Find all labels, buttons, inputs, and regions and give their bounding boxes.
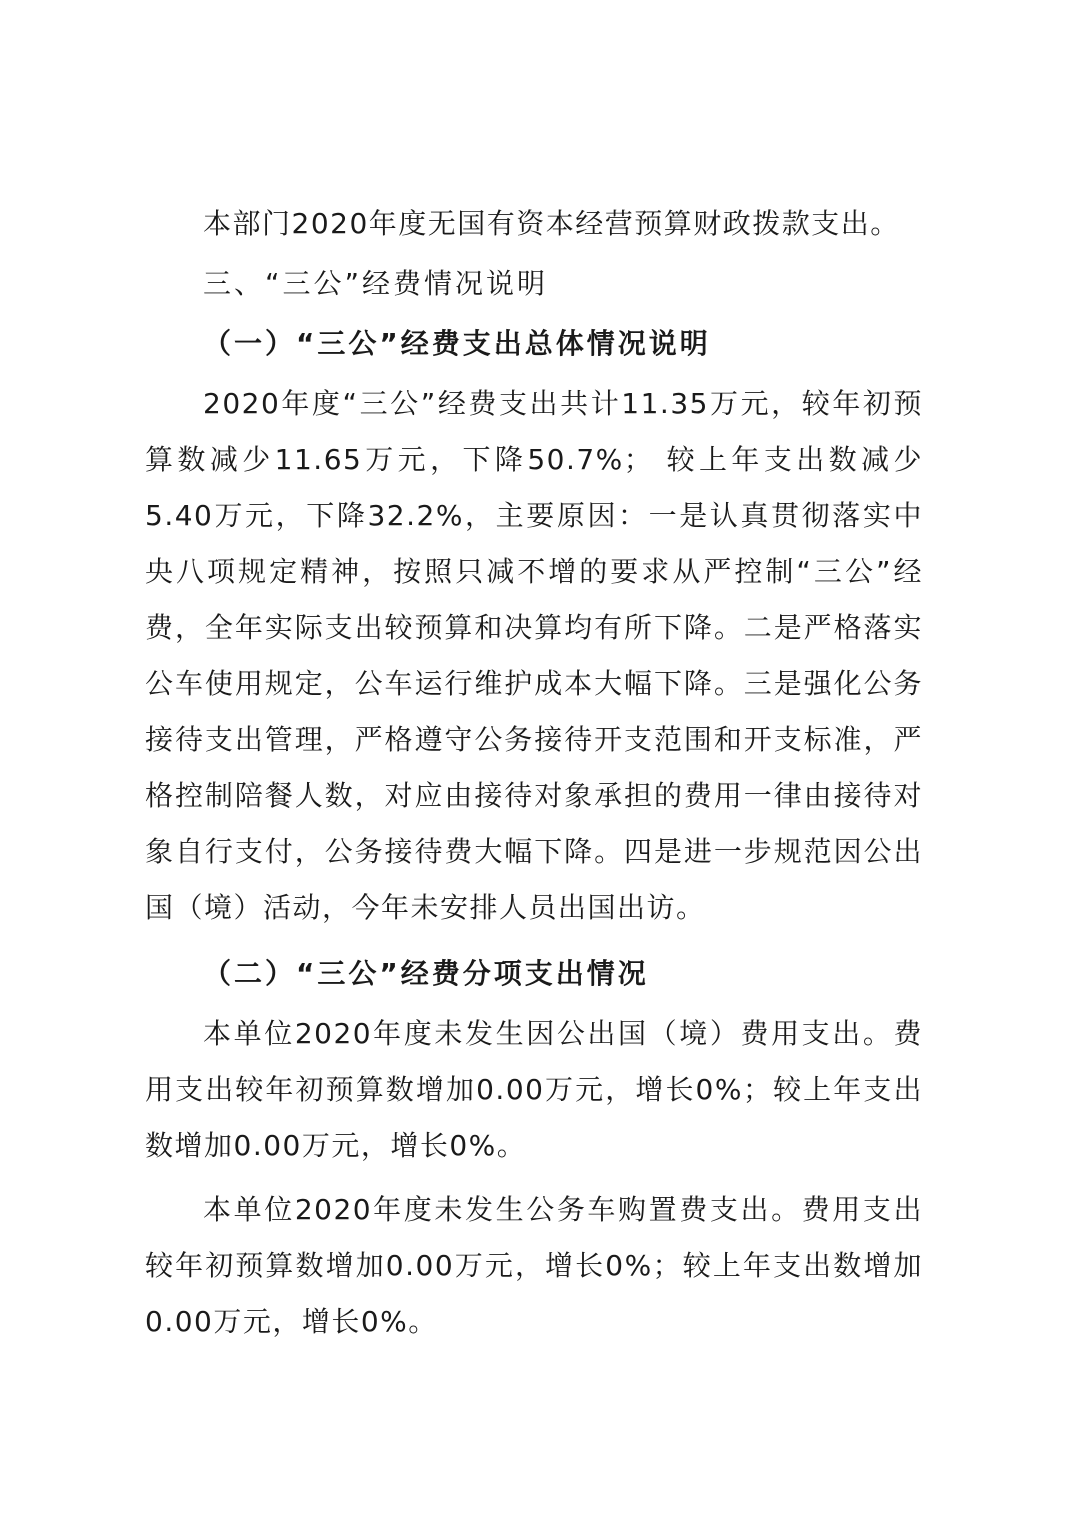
paragraph-vehicle: 本单位2020年度未发生公务车购置费支出。费用支出较年初预算数增加0.00万元，增长0%；较上年支出数增加0.00万元，增长0%。 [145, 1193, 923, 1338]
subheading-overall: （一）“三公”经费支出总体情况说明 [203, 327, 711, 360]
section-heading-three-public: 三、“三公”经费情况说明 [203, 267, 549, 300]
paragraph-intro: 本部门2020年度无国有资本经营预算财政拨款支出。 [203, 207, 900, 240]
paragraph-abroad: 本单位2020年度未发生因公出国（境）费用支出。费用支出较年初预算数增加0.00万元，增长0%；较上年支出数增加0.00万元，增长0%。 [145, 1017, 923, 1162]
paragraph-overall: 2020年度“三公”经费支出共计11.35万元，较年初预算数减少11.65万元，下降50.7%； 较上年支出数减少5.40万元，下降32.2%，主要原因：一是认真贯彻落实中央八项规定精神，按照只减不增的要求从严控制“三公”经费，全年实际支出较预算和决算均有所下降。二是严格落实公车使用规定，公车运行维护成本大幅下降。三是强化公务接待支出管理，严格遵守公务接待开支范围和开支标准，严格控制陪餐人数，对应由接待对象承担的费用一律由接待对象自行支付，公务接待费大幅下降。四是进一步规范因公出国（境）活动，今年未安排人员出国出访。 [145, 387, 923, 924]
document-body [145, 196, 923, 1350]
subheading-itemized: （二）“三公”经费分项支出情况 [203, 957, 649, 990]
